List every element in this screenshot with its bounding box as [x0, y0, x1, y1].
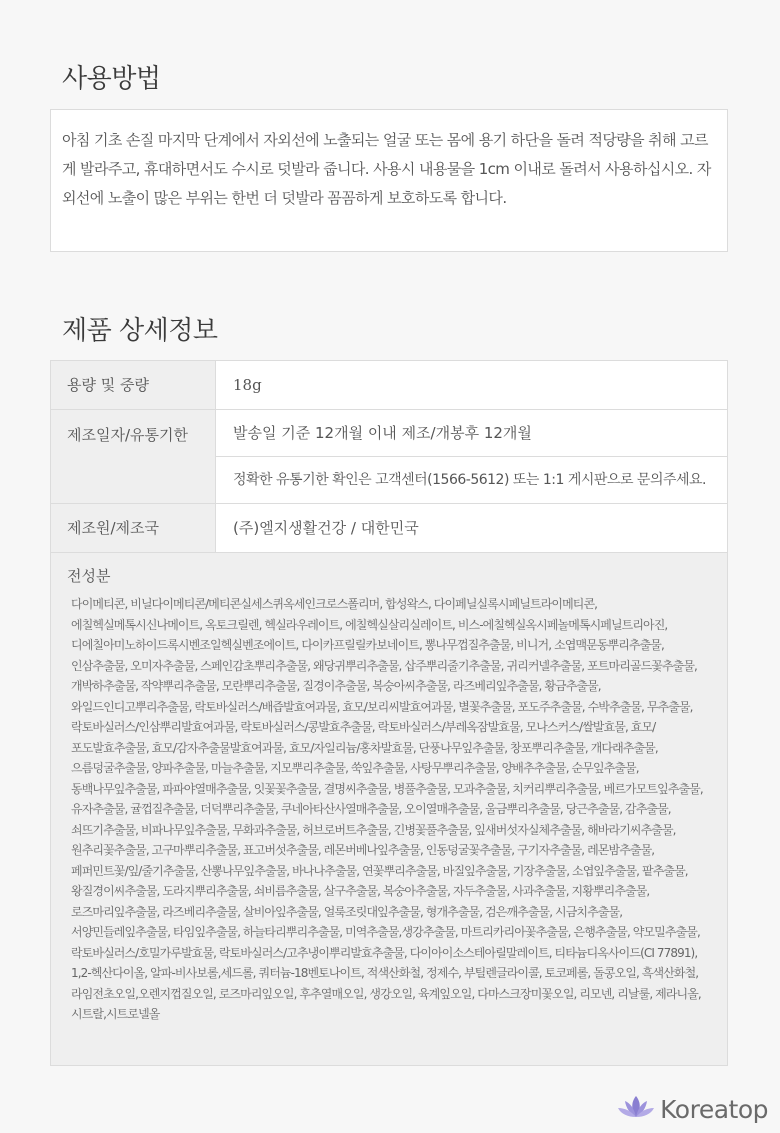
expiry-value: 발송일 기준 12개월 이내 제조/개봉후 12개월	[216, 410, 727, 457]
usage-section-title: 사용방법	[62, 64, 161, 94]
ingredients-text: 다이메티콘, 비닐다이메티콘/메티콘실세스퀴옥세인크로스폴리머, 합성왁스, 다이페닐실록시페닐트라이메티콘, 에칠헥실메톡시신나메이트, 옥토크릴렌, 헥실라우레이트, 에칠헥실살리실레이트, 비스-에칠헥실옥시페놀메톡시페닐트리아진, 디에칠아미노하이드록시벤조일헥실벤조에이트, 다이카프릴릴카보네이트, 뽕나무껍질추출물, 비니거, 소엽맥문동뿌리추출물, 인삼추출물, 오미자추출물, 스페인감초뿌리추출물, 왜당귀뿌리추출물, 삽주뿌리줄기추출물, 귀리커넬추출물, 포트마리골드꽃추출물, 개박하추출물, 작약뿌리추출물, 모란뿌리추출물, 질경이추출물, 복숭아씨추출물, 라즈베리잎추출물, 황금추출물, 와일드인디고뿌리추출물, 락토바실러스/배즙발효여과물, 효모/보리씨발효여과물, 별꽃추출물, 포도주추출물, 수박추출물, 무추출물, 락토바실러스/인삼뿌리발효여과물, 락토바실러스/콩발효추출물, 락토바실러스/부레옥잠발효물, 모나스커스/쌀발효물, 효모/포도발효추출물, 효모/감자추출물발효여과물, 효모/자일리늄/홍차발효물, 단풍나무잎추출물, 창포뿌리추출물, 개다래추출물, 으름덩굴추출물, 양파추출물, 마늘추출물, 지모뿌리추출물, 쑥잎추출물, 사탕무뿌리추출물, 양배추추출물, 순무잎추출물, 동백나무잎추출물, 파파야열매추출물, 잇꽃꽃추출물, 결명씨추출물, 병풀추출물, 모과추출물, 치커리뿌리추출물, 베르가모트잎추출물, 유자추출물, 귤껍질추출물, 더덕뿌리추출물, 쿠네아타산사열매추출물, 오이열매추출물, 울금뿌리추출물, 당근추출물, 감추출물, 쇠뜨기추출물, 비파나무잎추출물, 무화과추출물, 허브로버트추출물, 긴병꽃풀추출물, 잎새버섯자실체추출물, 해바라기씨추출물, 원추리꽃추출물, 고구마뿌리추출물, 표고버섯추출물, 레몬버베나잎추출물, 인동덩굴꽃추출물, 구기자추출물, 레몬밤추출물, 페퍼민트꽃/잎/줄기추출물, 산뽕나무잎추출물, 바나나추출물, 연꽃뿌리추출물, 바질잎추출물, 기장추출물, 소엽잎추출물, 팥추출물, 왕질경이씨추출물, 도라지뿌리추출물, 쇠비름추출물, 살구추출물, 복숭아추출물, 자두추출물, 사과추출물, 지황뿌리추출물, 로즈마리잎추출물, 라즈베리추출물, 살비아잎추출물, 얼룩조릿대잎추출물, 형개추출물, 검은깨추출물, 시금치추출물, 서양민들레잎추출물, 타임잎추출물, 하늘타리뿌리추출물, 미역추출물,생강추출물, 마트리카리아꽃추출물, 은행추출물, 약모밀추출물, 락토바실러스/호밀가루발효물, 락토바실러스/고추냉이뿌리발효추출물, 다이아이소스테아릴말레이트, 티타늄디옥사이드(CI 77891), 1,2-헥산다이올, 알파-비사보롤,세드롤, 쿼터늄-18벤토나이트, 적색산화철, 정제수, 부틸렌글라이콜, 토코페롤, 돌콩오일, 흑색산화철, 라임전초오일,오렌지껍질오일, 로즈마리잎오일, 후추열매오일, 생강오일, 육계잎오일, 다마스크장미꽃오일, 리모넨, 리날룰, 제라니올, 시트랄,시트로넬올	[71, 597, 703, 1021]
usage-description: 아침 기초 손질 마지막 단계에서 자외선에 노출되는 얼굴 또는 몸에 용기 하단을 돌려 적당량을 취해 고르게 발라주고, 휴대하면서도 수시로 덧발라 줍니다. 사용시 내용물을 1cm 이내로 돌려서 사용하십시오. 자외선에 노출이 많은 부위는 한번 더 덧발라 꼼꼼하게 보호하도록 합니다.	[50, 109, 728, 252]
maker-value: (주)엘지생활건강 / 대한민국	[233, 519, 419, 537]
maker-row	[51, 504, 727, 553]
maker-label: 제조원/제조국	[51, 504, 216, 552]
ingredients-section	[51, 553, 727, 1065]
weight-row	[51, 361, 727, 410]
weight-label: 용량 및 중량	[51, 361, 216, 409]
expiry-label: 제조일자/유통기한	[51, 410, 216, 503]
weight-value: 18g	[233, 376, 262, 394]
product-detail-table	[50, 360, 728, 1066]
expiry-note: 정확한 유통기한 확인은 고객센터(1566-5612) 또는 1:1 게시판으로 문의주세요.	[233, 472, 706, 488]
brand-name: Koreatop	[660, 1094, 768, 1124]
expiry-value-cell	[216, 410, 727, 503]
ingredients-label: 전성분	[67, 567, 111, 585]
lotus-icon	[616, 1093, 656, 1125]
detail-section-title: 제품 상세정보	[62, 316, 218, 346]
expiry-row	[51, 410, 727, 504]
brand-logo	[616, 1093, 768, 1125]
